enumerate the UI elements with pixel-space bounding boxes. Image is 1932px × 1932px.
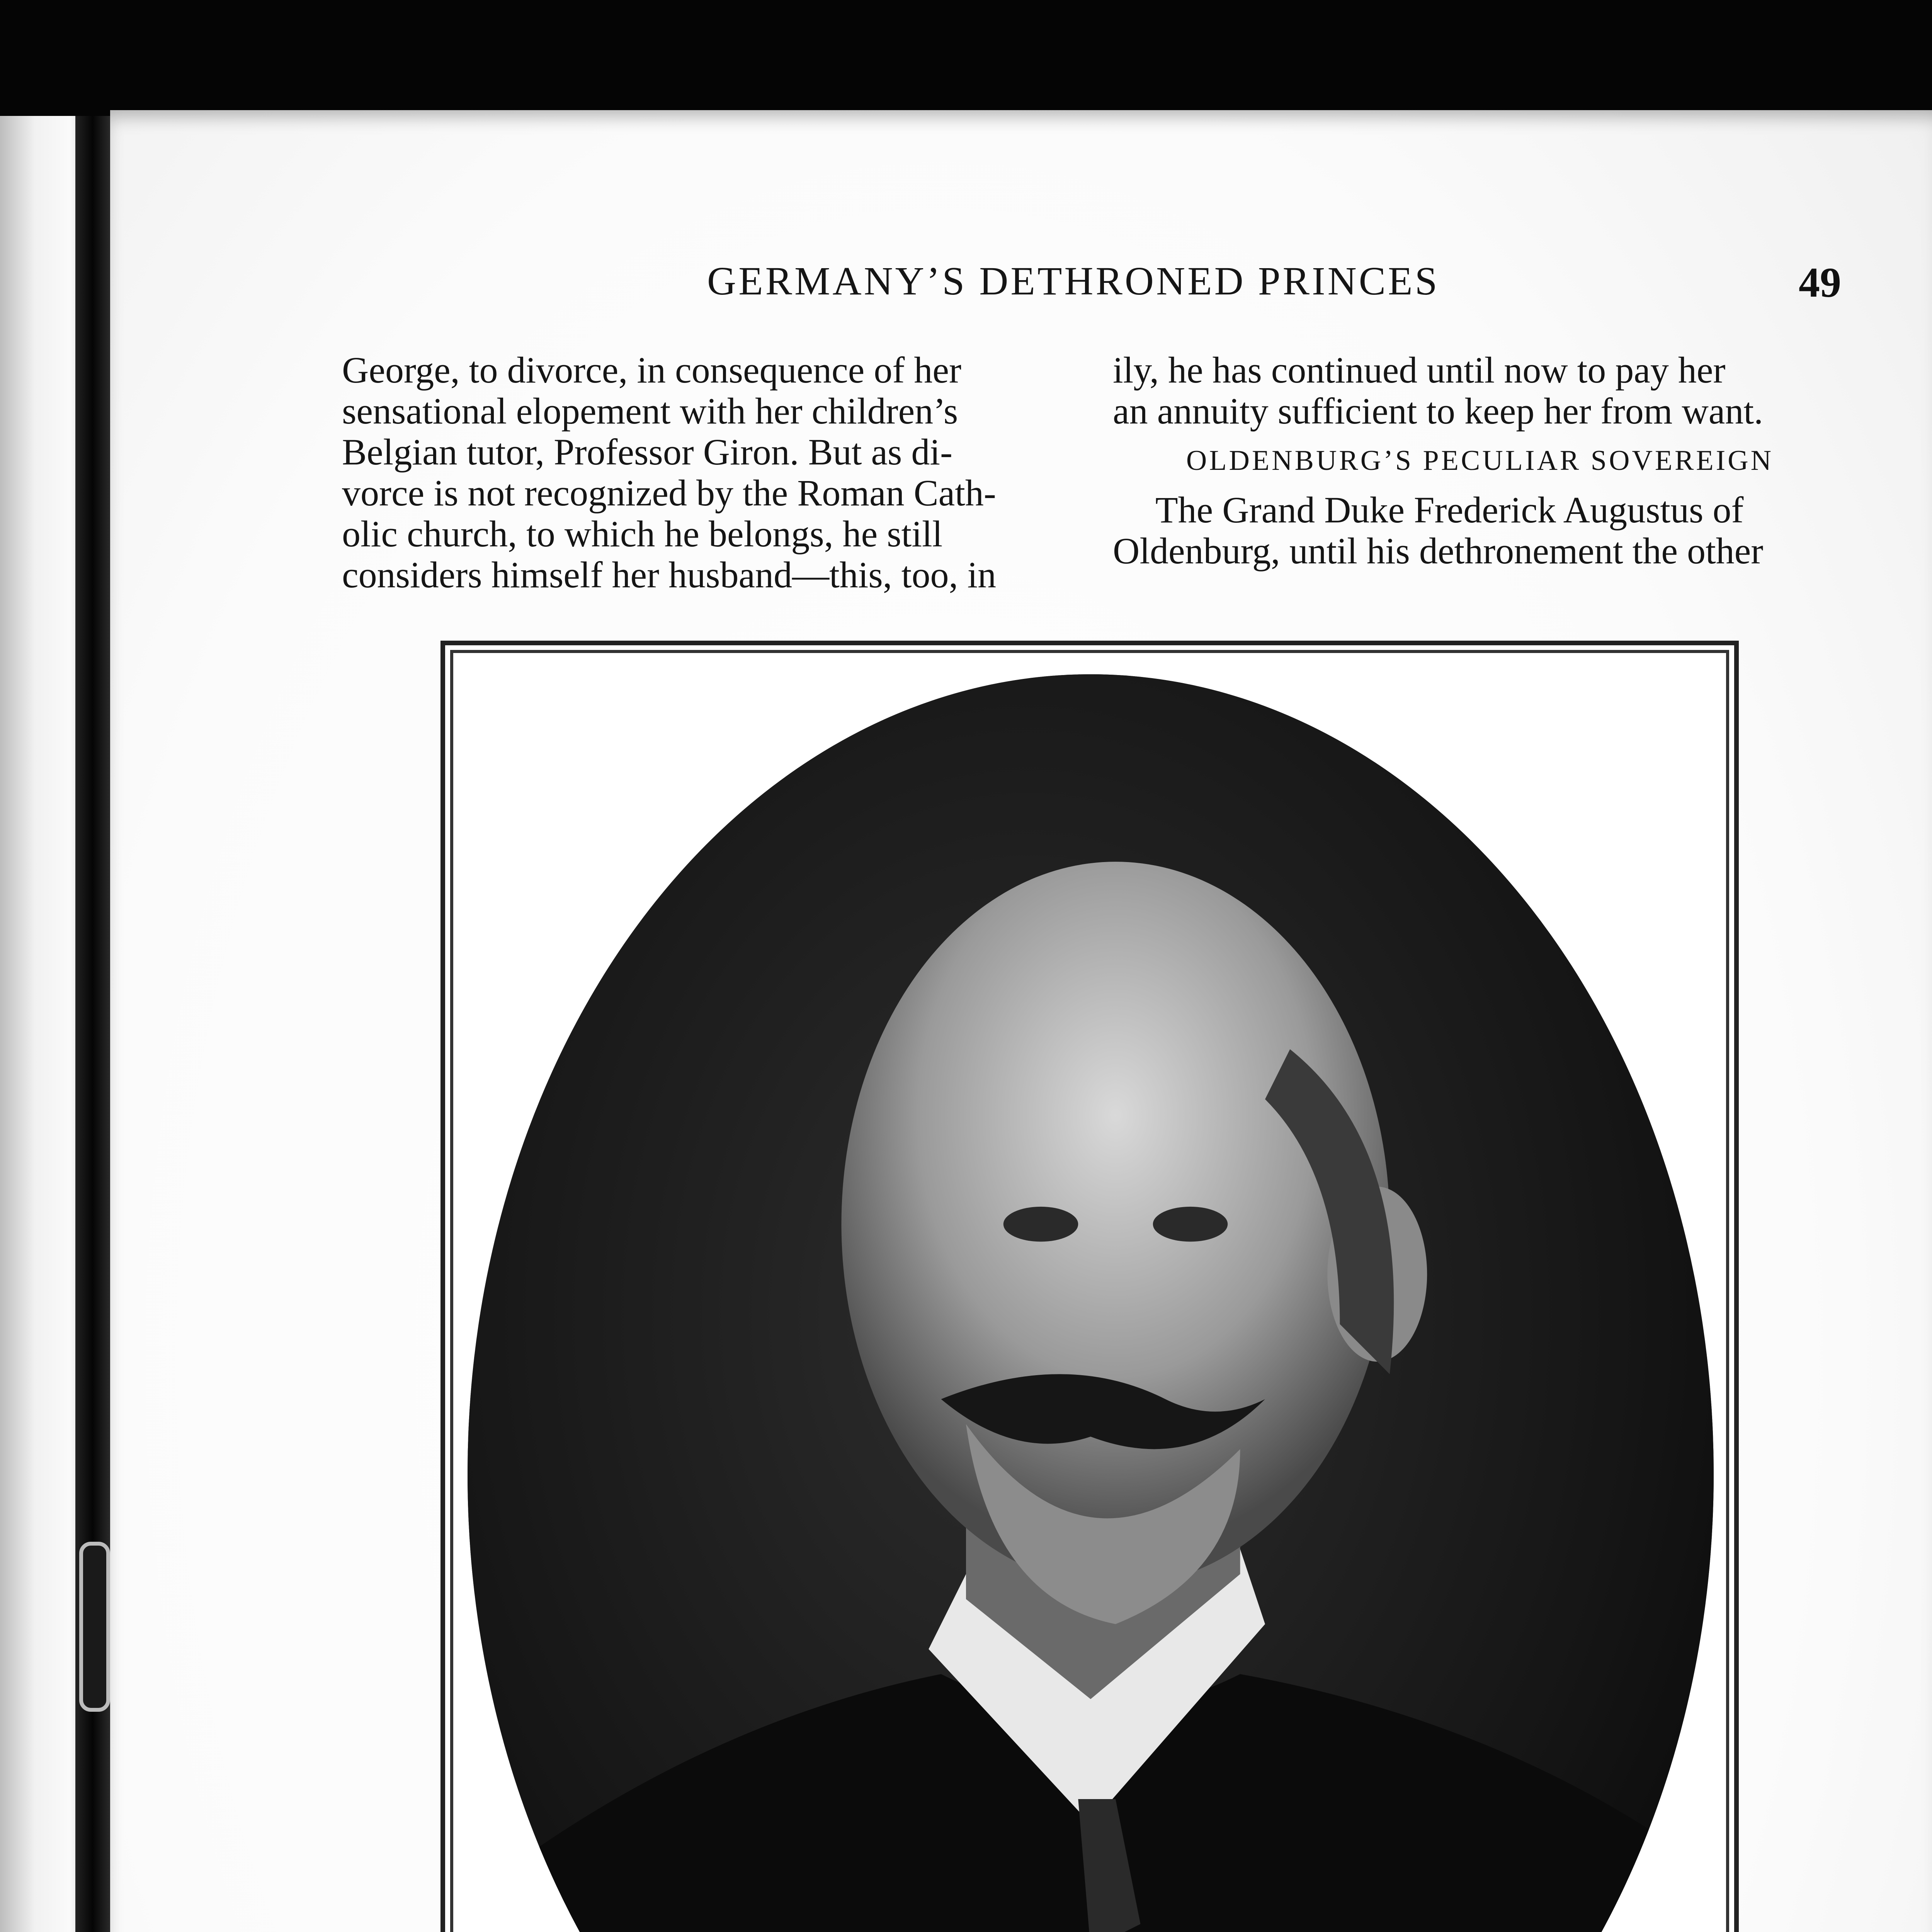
text-line: vorce is not recognized by the Roman Cath- xyxy=(342,472,996,514)
text-line: Oldenburg, until his dethronement the other xyxy=(1113,530,1764,571)
page-number: 49 xyxy=(1799,259,1841,306)
text-line: sensational elopement with her children’s xyxy=(342,390,958,432)
text-line: an annuity sufficient to keep her from want. xyxy=(1113,390,1764,432)
text-line: considers himself her husband—this, too, in xyxy=(342,554,997,595)
running-title: GERMANY’S DETHRONED PRINCES xyxy=(707,259,1440,303)
section-subhead: OLDENBURG’S PECULIAR SOVEREIGN xyxy=(1186,445,1774,476)
text-line: George, to divorce, in consequence of her xyxy=(342,349,961,391)
text-line: The Grand Duke Frederick Augustus of xyxy=(1155,489,1744,531)
binding-stitch xyxy=(79,1542,110,1712)
top-left-column xyxy=(342,350,1076,595)
text-line: olic church, to which he belongs, he still xyxy=(342,513,943,554)
text-line: Belgian tutor, Professor Giron. But as di- xyxy=(342,431,952,473)
previous-page-edge xyxy=(0,116,87,1932)
text-line: ily, he has continued until now to pay her xyxy=(1113,349,1726,391)
top-right-column xyxy=(1113,350,1847,571)
